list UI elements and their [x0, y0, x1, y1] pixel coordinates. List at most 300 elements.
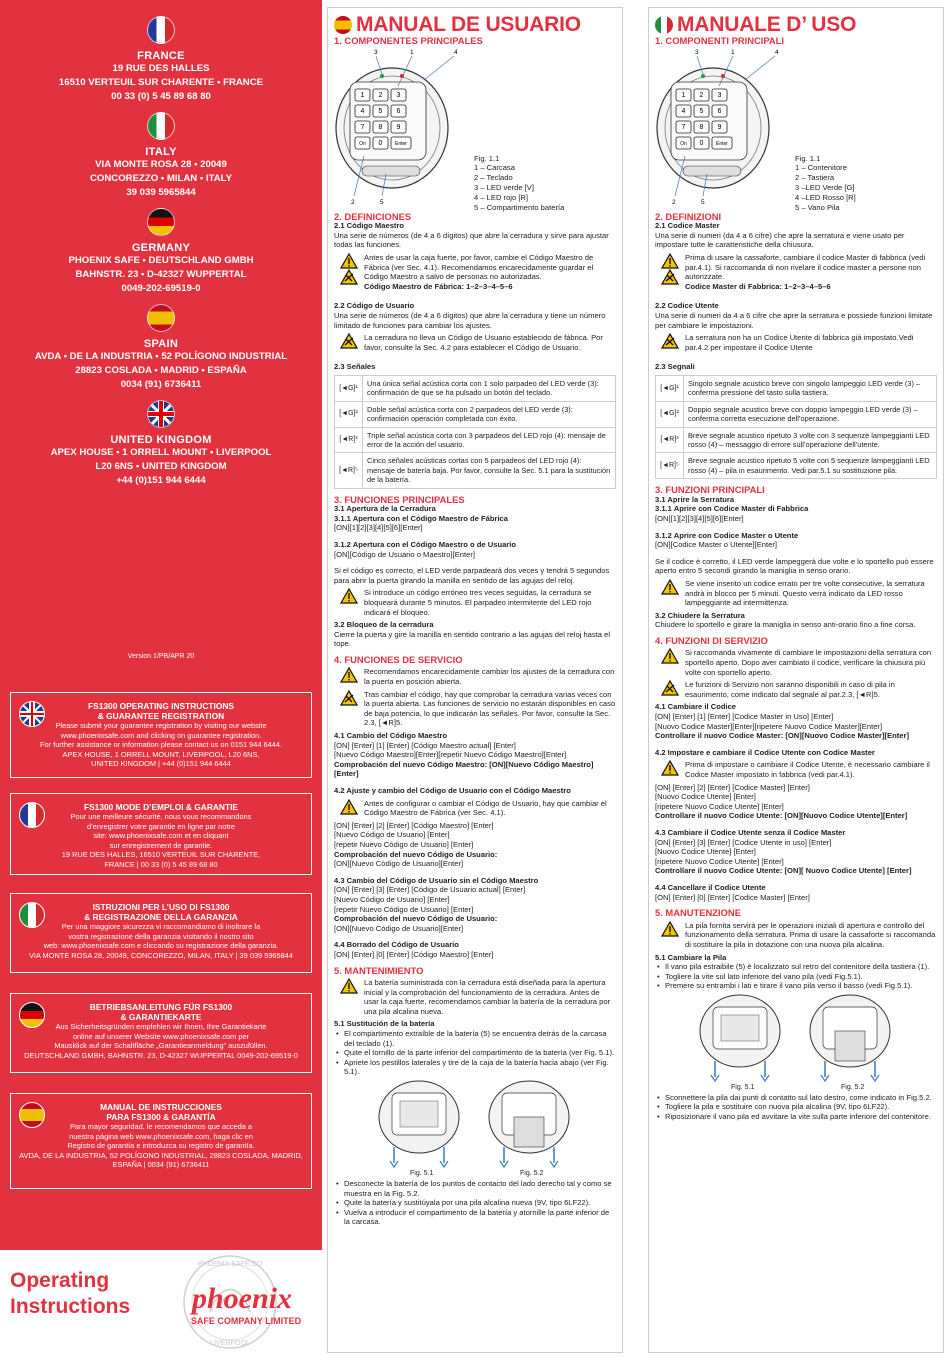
country-name: GERMANY: [131, 242, 191, 254]
uk-flag-icon: [19, 701, 45, 727]
code-sequence: [ON][Nuevo Código de Usuario][Enter]: [334, 923, 464, 933]
guarantee-box: [10, 1093, 312, 1189]
warning-text: Se viene inserito un codice errato per tre volte consecutive, la serratura andrà in blocco per 5 minuti. Questo verrà indicato da LED rosso lampeggiante ad intermittenza.: [685, 578, 925, 608]
table-row: [335, 375, 616, 401]
guarantee-box-title: & REGISTRAZIONE DELLA GARANZIA: [84, 912, 238, 922]
svg-text:2: 2: [672, 198, 676, 206]
code-sequence: [ON] [Enter] [1] [Enter] [Codice Master in Uso] [Enter]: [655, 712, 834, 722]
signal-code: [◄R]⁵: [656, 453, 684, 479]
guarantee-box-title: & GARANTIEKARTE: [120, 1012, 202, 1022]
address-line: 0049-202-69519-0: [121, 283, 201, 294]
list-item: • Togliere la vite sul lato inferiore del vano pila (vedi Fig.5.1).: [655, 972, 937, 982]
guarantee-box-title: ISTRUZIONI PER L’USO DI FS1300: [92, 902, 230, 912]
signal-code: [◄G]²: [656, 401, 684, 427]
svg-text:1: 1: [731, 48, 735, 56]
list-item: • Quite la batería y sustitúyala por una pila alcalina nueva (9V, tipo 6LF22).: [334, 1198, 616, 1208]
code-sequence: [ON] [Enter] [2] [Enter] [Codice Master] [Enter]: [655, 782, 810, 792]
subsection-opening: 3.1 Aprire la Serratura: [655, 494, 735, 504]
signal-code: [◄R]³: [656, 427, 684, 453]
svg-text:6: 6: [396, 107, 401, 115]
subsection-set-user: 4.2 Ajuste y cambio del Código de Usuario con el Código Maestro: [334, 786, 571, 795]
phoenix-logo: [150, 1252, 310, 1352]
locking-text: Chiudere lo sportello e girare la maniglia in senso anti-orario fino a fine corsa.: [655, 620, 916, 630]
legend-item: Fig. 1.1: [795, 153, 821, 163]
warning-note: [655, 333, 937, 352]
subsection-opening: 3.1 Apertura de la Cerradura: [334, 504, 436, 514]
code-sequence: [Nuovo Codice Master][Enter][ripetere Nuovo Codice Master][Enter]: [655, 721, 883, 731]
code-check: Comprobación del nuevo Código Maestro: [ON][Nuevo Código Maestro][Enter]: [334, 759, 594, 779]
battery-diagram-1: [695, 991, 785, 1083]
signals-table: [655, 375, 937, 479]
section-components: 1. COMPONENTI PRINCIPALI: [655, 35, 785, 46]
guarantee-box-line: 19 RUE DES HALLES, 16510 VERTEUIL SUR CHARENTE,: [61, 850, 261, 860]
warning-icon: [340, 588, 358, 604]
code-check: Controllare il nuovo Codice Master: [ON][Nuovo Codice Master][Enter]: [655, 731, 909, 741]
subsection-user-code: 2.2 Codice Utente: [655, 301, 719, 311]
section-maintenance: 5. MANUTENZIONE: [655, 907, 741, 919]
country-contact: [0, 400, 322, 488]
code-sequence: [ON] [Enter] [3] [Enter] [Codice Utente in uso] [Enter]: [655, 837, 832, 847]
country-contact: [0, 16, 322, 104]
country-name: UNITED KINGDOM: [110, 434, 212, 446]
svg-text:4: 4: [775, 48, 779, 56]
table-row: [656, 453, 937, 479]
address-line: 16510 VERTEUIL SUR CHARENTE • FRANCE: [58, 77, 264, 88]
legend-item: 2 – Tastiera: [795, 173, 835, 183]
warning-text: La serratura non ha un Codice Utente di fabbrica già impostato.Vedi par.4.2 per impostare il Codice Utente: [685, 333, 914, 352]
prohibited-icon: [661, 680, 679, 696]
svg-text:8: 8: [699, 123, 704, 131]
guarantee-box: [10, 993, 312, 1073]
signal-code: [◄G]¹: [656, 375, 684, 401]
section-definitions: 2. DEFINICIONES: [334, 210, 412, 222]
battery-steps: [334, 1029, 616, 1077]
code-sequence: [Nuovo Codice Utente] [Enter]: [655, 792, 756, 802]
list-item: • Desconecte la batería de los puntos de contacto del lado derecho tal y como se muestra en la Fig. 5.2.: [334, 1179, 616, 1198]
svg-text:SAFE COMPANY LIMITED: SAFE COMPANY LIMITED: [190, 1316, 302, 1326]
country-name: ITALY: [145, 146, 177, 158]
guarantee-box-line: site: www.phoenixsafe.com et en cliquant: [93, 831, 229, 841]
warning-text: Antes de configurar o cambiar el Código de Usuario, hay que cambiar el Código Maestro de Fábrica (ver Sec. 4.1).: [364, 798, 607, 818]
master-code-text: Una serie de números (de 4 a 6 dígitos) que abre la cerradura y sirve para ajustar todas las funciones.: [334, 230, 609, 250]
warning-icon: [661, 760, 679, 776]
code-sequence: [ON] [Enter] [2] [Enter] [Código Maestro] [Enter]: [334, 820, 494, 830]
address-line: 00 33 (0) 5 45 89 68 80: [111, 91, 211, 102]
figure-caption: Fig. 5.2: [841, 1083, 865, 1091]
code-sequence: [ON] [Enter] [1] [Enter] [Código Maestro actual] [Enter]: [334, 740, 516, 750]
guarantee-box-line: vostra registrazione della garanzia visitando il nostro sito: [68, 931, 254, 941]
signal-desc: Doble señal acústica corta con 2 parpadeos del LED verde (3): confirmación operación completada con éxito.: [363, 401, 616, 427]
address-line: +44 (0)151 944 6444: [116, 475, 206, 486]
figure-caption: Fig. 5.1: [731, 1083, 755, 1091]
section-main-functions: 3. FUNCIONES PRINCIPALES: [334, 493, 465, 505]
subsection-delete-user: 4.4 Cancellare il Codice Utente: [655, 882, 766, 892]
warning-note: [655, 648, 937, 677]
de-flag-icon: [19, 1002, 45, 1028]
subsection-open-code: 3.1.2 Aprire con Codice Master o Utente: [655, 530, 799, 540]
section-main-functions: 3. FUNZIONI PRINCIPALI: [655, 484, 765, 496]
open-text: Si el código es correcto, el LED verde parpadeará dos veces y tendrá 5 segundos para abrir la puerta girando la manilla en sentido de las agujas del reloj.: [334, 566, 610, 585]
signal-desc: Cinco señales acústicas cortas con 5 parpadeos del LED rojo (4): mensaje de batería baja. Por favor, consulte la Sec. 5.1 para la sustitución de la batería.: [363, 453, 616, 488]
warning-text: Antes de usar la caja fuerte, por favor, cambie el Código Maestro de Fábrica (ver Sec. 4.1). Recomendamos encarecidamente guardar el Código Maestro a salvo de personas no autorizadas.: [364, 252, 594, 282]
subsection-delete-user: 4.4 Borrado del Código de Usuario: [334, 940, 459, 950]
manual-title-text: MANUAL DE USUARIO: [356, 13, 581, 36]
guarantee-box-line: VIA MONTE ROSA 28, 20049, CONCOREZZO, MILAN, ITALY | 39 039 5965844: [29, 950, 293, 960]
warning-text: Tras cambiar el código, hay que comprobar la cerradura varias veces con la puerta abierta. Las funciones de servicio no estarán disponibles en caso de baja potencia, lo que indicarán las señales. Por favor, consulte la Sec. 2.3, [◄R]5.: [364, 689, 616, 728]
guarantee-box-line: online auf unserer Website www.phoenixsafe.com per: [72, 1031, 250, 1041]
warning-note: [334, 799, 616, 818]
fr-flag-icon: [19, 802, 45, 828]
subsection-set-user: 4.2 Impostare e cambiare il Codice Utente con Codice Master: [655, 747, 875, 757]
subsection-open-factory: 3.1.1 Apertura con el Código Maestro de Fábrica: [334, 513, 508, 523]
battery-steps: [334, 1179, 616, 1227]
warning-icon: [661, 253, 679, 269]
keypad-diagram: [334, 46, 474, 206]
guarantee-box-title: FS1300 OPERATING INSTRUCTIONS: [88, 701, 234, 711]
code-sequence: [ON][Código de Usuario o Maestro][Enter]: [334, 549, 475, 559]
signal-desc: Breve segnale acustico ripetuto 3 volte con 3 sequenze lampeggianti LED rosso (4) – messaggio di errore sull’operazione dell’utente.: [684, 427, 937, 453]
warning-note: [655, 921, 937, 950]
warning-icon: [340, 799, 358, 815]
guarantee-box-line: Pour une meilleure sécurité, nous vous recommandons: [70, 812, 252, 821]
locking-text: Cierre la puerta y gire la manilla en sentido contrario a las agujas del reloj hasta el tope.: [334, 629, 611, 649]
open-text: Se il codice è corretto, il LED verde lampeggerà due volte e lo sportello può essere aperto entro 5 secondi girando la maniglia in senso orario.: [655, 556, 934, 576]
table-row: [656, 401, 937, 427]
guarantee-box-line: AVDA, DE LA INDUSTRIA, 52 POLÍGONO INDUSTRIAL, 28823 COSLADA, MADRID,: [19, 1150, 303, 1160]
legend-item: 3 –LED Verde [G]: [795, 182, 855, 192]
address-line: 0034 (91) 6736411: [120, 379, 202, 390]
guarantee-box-line: Para mayor seguridad, le recomendamos que acceda a: [70, 1122, 252, 1131]
signal-code: [◄G]²: [335, 401, 363, 427]
figure-legend: [795, 154, 856, 213]
svg-text:8: 8: [378, 123, 383, 131]
de-flag-icon: [147, 208, 175, 236]
list-item: • Premere su entrambi i lati e tirare il vano pila verso il basso (vedi Fig.5.1).: [655, 981, 937, 991]
list-item: • Quite el tornillo de la parte inferior del compartimento de la batería (ver Fig. 5.1).: [334, 1048, 616, 1058]
master-code-text: Una serie di numeri (da 4 a 6 cifre) che apre la serratura e viene usato per impostare tutte le caratteristiche della chiusura.: [655, 230, 905, 250]
address-line: 19 RUE DES HALLES: [112, 63, 210, 74]
components-figure: [655, 46, 937, 212]
user-code-text: Una serie di numeri da 4 a 6 cifre che apre la serratura e possiede funzioni limitate per cambiare le impostazioni.: [655, 310, 933, 330]
warning-text: La pila fornita servirà per le operazioni iniziali di apertura e controllo del funzionamento della serratura. Prima di usare la cassaforte si raccomanda di sostituire la pila in dotazione con una nuova pila alcalina.: [685, 920, 936, 949]
guarantee-box-line: d’enregistrer votre garantie en ligne par notre: [87, 821, 235, 831]
prohibited-icon: [661, 269, 679, 285]
signal-desc: Una única señal acústica corta con 1 solo parpadeo del LED verde (3): confirmación de que se ha pulsado un botón del teclado.: [363, 375, 616, 401]
svg-text:2: 2: [351, 198, 355, 206]
battery-figures: [655, 991, 937, 1093]
subsection-master-code: 2.1 Código Maestro: [334, 221, 405, 231]
warning-note: [655, 579, 937, 608]
subsection-open-factory: 3.1.1 Aprire con Codice Master di Fabbrica: [655, 504, 809, 514]
signal-code: [◄G]¹: [335, 375, 363, 401]
address-line: CONCOREZZO • MILAN • ITALY: [89, 173, 233, 184]
signal-desc: Singolo segnale acustico breve con singolo lampeggio LED verde (3) – conferma pressione del tasto sulla tastiera.: [684, 375, 937, 401]
svg-text:9: 9: [396, 123, 401, 131]
list-item: • Togliere la pila e sostituire con nuova pila alcalina (9V, tipo 6LF22).: [655, 1102, 937, 1112]
code-sequence: [Nuevo Código de Usuario] [Enter]: [334, 830, 450, 840]
list-item: • Sconnettere la pila dai punti di contatto sul lato destro, come indicato in Fig.5.2.: [655, 1093, 937, 1103]
warning-text: Le funzioni di Servizio non saranno disponibili in caso di pila in esaurimento, come indicato dal segnale al par.2.3, [◄R]5.: [685, 680, 895, 699]
subsection-master-code: 2.1 Codice Master: [655, 221, 720, 231]
user-code-text: Una serie de números (de 4 a 6 dígitos) que abre la cerradura y tiene un número limitado de funciones para cambiar los ajustes.: [334, 310, 606, 330]
warning-note: [655, 253, 937, 291]
warning-icon: [661, 579, 679, 595]
battery-diagram-1: [374, 1077, 464, 1169]
guarantee-box-line: APEX HOUSE, 1 ORRELL MOUNT, LIVERPOOL, L20 6NS,: [62, 749, 260, 759]
warning-note: [655, 760, 937, 779]
operating-instructions-title: [10, 1268, 130, 1320]
code-sequence: [ON][1][2][3][4][5][6][Enter]: [334, 523, 423, 533]
signal-desc: Doppio segnale acustico breve con doppio lampeggio LED verde (3) – conferma corretta esecuzione dell’operazione.: [684, 401, 937, 427]
section-definitions: 2. DEFINIZIONI: [655, 210, 722, 222]
code-sequence: [ripetere Nuovo Codice Utente] [Enter]: [655, 801, 784, 811]
svg-text:On: On: [680, 140, 687, 147]
es-flag-icon: [334, 16, 352, 34]
warning-text: Si raccomanda vivamente di cambiare le impostazioni della serratura con sportello aperto. Dopo aver cambiato il codice, verificare la chiusura più volte con sportello aperto.: [685, 648, 932, 677]
list-item: • Vuelva a introducir el compartimento de la batería y atornille la parte inferior de la carcasa.: [334, 1208, 616, 1227]
manual-title: [655, 14, 937, 36]
svg-text:phoenix: phoenix: [191, 1282, 293, 1315]
guarantee-box-line: Aus Sicherheitsgründen empfehlen wir Ihnen, Ihre Garantiekarte: [55, 1022, 267, 1031]
warning-note: [334, 667, 616, 686]
svg-text:PHOENIX SAFE CO: PHOENIX SAFE CO: [197, 1261, 263, 1268]
guarantee-box-line: Please submit your guarantee registration by visiting our website: [55, 721, 267, 730]
guarantee-box-line: FRANCE | 00 33 (0) 5 45 89 68 80: [104, 859, 218, 869]
svg-text:1: 1: [360, 91, 365, 99]
svg-text:0: 0: [699, 139, 704, 147]
svg-text:2: 2: [378, 91, 383, 99]
svg-text:3: 3: [695, 48, 699, 56]
legend-item: 4 – LED rojo [R]: [474, 192, 529, 202]
svg-text:5: 5: [380, 198, 384, 206]
list-item: • Riposizionare il vano pila ed avvitare la vite sulla parte inferiore del contenitore.: [655, 1112, 937, 1122]
address-line: PHOENIX SAFE • DEUTSCHLAND GMBH: [68, 255, 254, 266]
signal-desc: Triple señal acústica corta con 3 parpadeos del LED rojo (4): mensaje de error de la acción del usuario.: [363, 427, 616, 453]
guarantee-box-line: sur enregistrement de garantie.: [109, 840, 213, 850]
subsection-battery: 5.1 Sustitución de la batería: [334, 1019, 435, 1029]
code-sequence: [Nuovo Codice Utente] [Enter]: [655, 847, 756, 857]
subsection-user-code: 2.2 Código de Usuario: [334, 301, 415, 311]
address-line: AVDA • DE LA INDUSTRIA • 52 POLÍGONO INDUSTRIAL: [34, 351, 288, 362]
svg-text:7: 7: [360, 123, 365, 131]
warning-icon: [340, 978, 358, 994]
guarantee-box-line: For further assistance or information please contact us on 0151 944 6444.: [40, 740, 282, 750]
signals-table: [334, 375, 616, 489]
guarantee-box-line: Registro de garantía e introduzca su registro de garantía.: [67, 1141, 255, 1151]
it-flag-icon: [655, 16, 673, 34]
svg-text:2: 2: [699, 91, 704, 99]
version-label: Version 1/PB/APR 20: [127, 653, 195, 660]
warning-text: Código Maestro de Fábrica: 1–2–3–4–5–6: [364, 281, 513, 291]
fr-flag-icon: [147, 16, 175, 44]
warning-text: Si introduce un código erróneo tres veces seguidas, la cerradura se bloqueará durante 5 minutos. El parpadeo intermitente del LED rojo indicará el bloqueo.: [364, 588, 592, 617]
svg-text:Enter: Enter: [716, 140, 728, 147]
code-check: Controllare il nuovo Codice Utente: [ON][ Nuovo Codice Utente] [Enter]: [655, 866, 912, 876]
uk-flag-icon: [147, 400, 175, 428]
guarantee-box-title: & GUARANTEE REGISTRATION: [97, 711, 225, 721]
address-line: BAHNSTR. 23 • D-42327 WUPPERTAL: [75, 269, 247, 280]
svg-text:9: 9: [717, 123, 722, 131]
warning-text: Prima di impostare o cambiare il Codice Utente, è necessario cambiare il Codice Master impostato in fabbrica (vedi par.4.1).: [685, 760, 930, 779]
guarantee-box-line: ESPAÑA | 0034 (91) 6736411: [112, 1160, 210, 1170]
warning-icon: [340, 253, 358, 269]
code-check: Comprobación del nuevo Código de Usuario:: [334, 849, 498, 859]
legend-item: 5 – Compartimento batería: [474, 202, 565, 212]
svg-text:5: 5: [701, 198, 705, 206]
battery-steps: [655, 962, 937, 991]
guarantee-box-line: nuestra página web www.phoenixsafe.com, haga clic en: [69, 1131, 253, 1141]
subsection-change-master: 4.1 Cambiare il Codice: [655, 702, 737, 712]
warning-text: La cerradura no lleva un Código de Usuario establecido de fábrica. Por favor, consulte la Sec. 4.2 para establecer el Código de Usuario.: [364, 333, 603, 352]
subsection-signals: 2.3 Señales: [334, 362, 376, 372]
svg-text:3: 3: [717, 91, 722, 99]
prohibited-icon: [340, 690, 358, 706]
guarantee-box-line: www.phoenixsafe.com and clicking on guarantee registration.: [60, 730, 262, 740]
warning-note: [655, 680, 937, 699]
warning-note: [334, 690, 616, 728]
country-contact: [0, 208, 322, 296]
address-line: L20 6NS • UNITED KINGDOM: [95, 461, 227, 472]
manual-title: [334, 14, 616, 36]
code-sequence: [ON][1][2][3][4][5][6][Enter]: [655, 513, 744, 523]
signal-desc: Breve segnale acustico ripetuto 5 volte con 5 sequenze lampeggianti LED rosso (4) – pila in esaurimento. Vedi par.5.1 su sostituzione pila.: [684, 453, 937, 479]
table-row: [656, 375, 937, 401]
warning-icon: [661, 648, 679, 664]
battery-diagram-2: [484, 1077, 574, 1169]
it-flag-icon: [19, 902, 45, 928]
legend-item: 5 – Vano Pila: [795, 202, 840, 212]
section-service-functions: 4. FUNCIONES DE SERVICIO: [334, 653, 463, 665]
subsection-change-user: 4.3 Cambiare il Codice Utente senza il Codice Master: [655, 827, 846, 837]
svg-text:4: 4: [681, 107, 686, 115]
battery-diagram-2: [805, 991, 895, 1083]
code-check: Comprobación del nuevo Código de Usuario:: [334, 914, 498, 924]
svg-text:4: 4: [454, 48, 458, 56]
italian-manual: [648, 7, 944, 1353]
figure-legend: [474, 154, 564, 213]
warning-note: [334, 253, 616, 291]
warning-note: [334, 333, 616, 352]
manual-title-text: MANUALE D’ USO: [677, 13, 857, 36]
figure-caption: Fig. 5.1: [410, 1170, 434, 1178]
es-flag-icon: [147, 304, 175, 332]
prohibited-icon: [340, 269, 358, 285]
country-contact: [0, 112, 322, 200]
svg-text:7: 7: [681, 123, 686, 131]
address-line: 28823 COSLADA • MADRID • ESPAÑA: [75, 365, 247, 376]
warning-note: [334, 978, 616, 1016]
address-line: VIA MONTE ROSA 28 • 20049: [95, 159, 227, 170]
address-line: APEX HOUSE • 1 ORRELL MOUNT • LIVERPOOL: [50, 447, 272, 458]
code-sequence: [ON][Nuevo Código de Usuario][Enter]: [334, 859, 464, 869]
guarantee-box-line: Per una maggiore sicurezza vi raccomandiamo di inoltrare la: [61, 922, 261, 931]
subsection-change-user: 4.3 Cambio del Código de Usuario sin el Código Maestro: [334, 875, 539, 885]
figure-caption: Fig. 5.2: [520, 1170, 544, 1178]
svg-text:LIVERPOOL: LIVERPOOL: [210, 1340, 250, 1347]
guarantee-box-line: DEUTSCHLAND GMBH, BAHNSTR. 23, D-42327 WUPPERTAL 0049-202-69519-0: [24, 1050, 298, 1060]
guarantee-box-line: Mausklick auf der Schaltfläche „Garantieanmeldung“ auszufüllen.: [54, 1041, 268, 1051]
guarantee-box-line: web: www.phoenixsafe.com e cliccando su registrazione della garanzia.: [43, 941, 279, 951]
components-figure: [334, 46, 616, 212]
warning-text: Codice Master di Fabbrica: 1–2–3–4–5–6: [685, 281, 831, 291]
country-name: FRANCE: [137, 50, 185, 62]
table-row: [335, 427, 616, 453]
prohibited-icon: [661, 333, 679, 349]
svg-text:0: 0: [378, 139, 383, 147]
country-name: SPAIN: [143, 338, 179, 350]
code-sequence: [ON] [Enter] [0] [Enter] [Codice Master] [Enter]: [655, 892, 810, 902]
code-sequence: [Nuevo Código Maestro][Enter][repetir Nuevo Código Maestro][Enter]: [334, 750, 567, 760]
table-row: [335, 453, 616, 488]
subsection-signals: 2.3 Segnali: [655, 362, 695, 372]
list-item: • Apriete los pestillos laterales y tire de la caja de la batería hacia abajo (ver Fig. 5.1).: [334, 1058, 616, 1077]
list-item: • Il vano pila estraibile (5) è localizzato sul retro del contenitore della tastiera (1).: [655, 962, 937, 972]
address-line: 39 039 5965844: [126, 187, 196, 198]
warning-text: Recomendamos encarecidamente cambiar los ajustes de la cerradura con la puerta en posición abierta.: [364, 667, 615, 687]
guarantee-box-line: UNITED KINGDOM | +44 (0)151 944 6444: [91, 759, 231, 769]
warning-note: [334, 588, 616, 617]
phoenix-seal-icon: [150, 1252, 310, 1352]
svg-text:5: 5: [699, 107, 704, 115]
legend-item: 3 – LED verde [V]: [474, 182, 534, 192]
svg-text:6: 6: [717, 107, 722, 115]
code-check: Controllare il nuovo Codice Utente: [ON][Nuovo Codice Utente][Enter]: [655, 811, 908, 821]
list-item: • El compartimento extraíble de la batería (5) se encuentra detrás de la carcasa del teclado (1).: [334, 1029, 616, 1048]
code-sequence: [ON] [Enter] [3] [Enter] [Código de Usuario actual] [Enter]: [334, 885, 526, 895]
es-flag-icon: [19, 1102, 45, 1128]
guarantee-box-title: BETRIEBSANLEITUNG FÜR FS1300: [89, 1002, 233, 1012]
warning-icon: [661, 921, 679, 937]
section-components: 1. COMPONENTES PRINCIPALES: [334, 35, 483, 46]
guarantee-box-title: MANUAL DE INSTRUCCIONES: [100, 1102, 222, 1112]
signal-code: [◄R]³: [335, 427, 363, 453]
svg-text:1: 1: [681, 91, 686, 99]
legend-item: Fig. 1.1: [474, 153, 500, 163]
guarantee-box: [10, 893, 312, 973]
country-contact: [0, 304, 322, 392]
svg-text:5: 5: [378, 107, 383, 115]
legend-item: 4 –LED Rosso [R]: [795, 192, 856, 202]
warning-icon: [340, 667, 358, 683]
code-sequence: [ON][Codice Master o Utente][Enter]: [655, 540, 777, 550]
svg-text:4: 4: [360, 107, 365, 115]
subsection-open-code: 3.1.2 Apertura con el Código Maestro o de Usuario: [334, 539, 517, 549]
svg-text:Enter: Enter: [395, 140, 407, 147]
svg-text:3: 3: [396, 91, 401, 99]
svg-text:1: 1: [410, 48, 414, 56]
warning-text: Prima di usare la cassaforte, cambiare il codice Master di fabbrica (vedi par.4.1). Si raccomanda di non rivelare il codice master a persone non autorizzate.: [685, 252, 926, 282]
keypad-diagram: [655, 46, 795, 206]
legend-item: 2 – Teclado: [474, 173, 513, 183]
section-service-functions: 4. FUNZIONI DI SERVIZIO: [655, 634, 768, 646]
guarantee-box: [10, 793, 312, 875]
it-flag-icon: [147, 112, 175, 140]
spanish-manual: [327, 7, 623, 1353]
code-sequence: [Nuevo Código de Usuario] [Enter]: [334, 894, 450, 904]
svg-text:On: On: [359, 140, 366, 147]
svg-text:3: 3: [374, 48, 378, 56]
guarantee-box: [10, 692, 312, 778]
title-line-2: Instructions: [10, 1295, 131, 1318]
guarantee-box-title: PARA FS1300 & GARANTÍA: [106, 1112, 216, 1122]
contacts-panel: [0, 0, 322, 1250]
battery-figures: [334, 1077, 616, 1179]
guarantee-box-title: FS1300 MODE D’EMPLOI & GARANTIE: [83, 802, 239, 812]
battery-steps: [655, 1093, 937, 1122]
prohibited-icon: [340, 333, 358, 349]
code-sequence: [repetir Nuevo Código de Usuario] [Enter]: [334, 839, 474, 849]
subsection-locking: 3.2 Chiudere la Serratura: [655, 610, 745, 620]
